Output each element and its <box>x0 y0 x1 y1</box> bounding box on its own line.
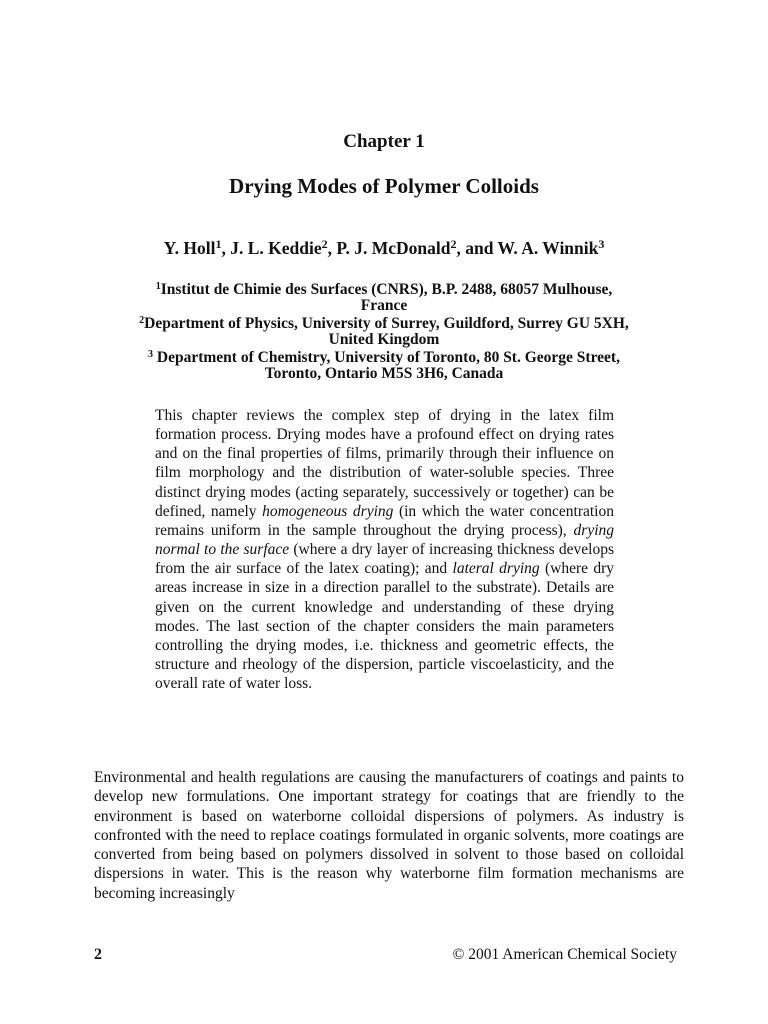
affiliation-mark: 2 <box>139 315 145 326</box>
author-name: W. A. Winnik <box>497 238 599 258</box>
abstract-emphasis: homogeneous drying <box>262 502 394 520</box>
body-paragraph: Environmental and health regulations are causing the manufacturers of coatings and paints to develop new formulations. One important strategy for coatings that are friendly to the environment is based on waterborne colloidal dispersions of polymers. As industry is confronted with the need to replace coatings formulated in organic solvents, more coatings are converted from being based on polymers dissolved in solvent to those based on colloidal dispersions in water. This is the reason why waterborne film formation mechanisms are becoming increasingly <box>94 769 684 902</box>
abstract-text: (where a dry layer of increasing thickness develops from the air surface of the latex coating); and <box>155 541 615 578</box>
affiliation-line: United Kingdom <box>328 330 440 348</box>
affiliation-mark: 1 <box>155 281 161 292</box>
affiliation-line <box>60 347 708 366</box>
author-affiliation-mark: 2 <box>450 237 457 251</box>
affiliation-line <box>60 279 708 298</box>
author-separator: , <box>327 238 337 258</box>
abstract-text: (where dry areas increase in size in a direction parallel to the substrate). Details are given on the current knowledge and understanding of these drying modes. The last section of the chapter considers the main parameters controlling the drying modes, i.e. thickness and geometric effects, the structure and rheology of the dispersion, particle viscoelasticity, and the overall rate of water loss. <box>155 560 614 693</box>
author-affiliation-mark: 1 <box>215 237 222 251</box>
author-separator: , <box>221 238 231 258</box>
author-affiliation-mark: 3 <box>598 237 605 251</box>
abstract-text: (in which the water concentration remains uniform in the sample throughout the drying process), <box>155 502 614 539</box>
affiliation-text: Department of Physics, University of Surrey, Guildford, Surrey GU 5XH, <box>144 315 629 332</box>
author-affiliation-mark: 2 <box>321 237 328 251</box>
author-name: J. L. Keddie <box>230 238 322 258</box>
author-separator: , and <box>456 238 498 258</box>
affiliation-text: Institut de Chimie des Surfaces (CNRS), B.P. 2488, 68057 Mulhouse, <box>160 281 613 298</box>
affiliation-line: France <box>360 296 408 314</box>
affiliation-text: Department of Chemistry, University of Toronto, 80 St. George Street, <box>153 349 620 366</box>
abstract-emphasis: lateral drying <box>452 560 540 578</box>
affiliation-line: Toronto, Ontario M5S 3H6, Canada <box>264 364 504 382</box>
abstract-text: This chapter reviews the complex step of drying in the latex film formation process. Drying modes have a profound effect on drying rates and on the final properties of films, primarily through their influence on film morphology and the distribution of water-soluble species. Three distinct drying modes (acting separately, successively or together) can be defined, namely <box>155 407 614 520</box>
abstract <box>155 406 614 693</box>
chapter-label: Chapter 1 <box>343 131 425 152</box>
affiliation-list <box>60 279 708 381</box>
copyright-notice: © 2001 American Chemical Society <box>452 946 677 963</box>
abstract-emphasis: drying normal to the surface <box>155 521 614 559</box>
author-list <box>0 237 768 259</box>
affiliation-line <box>60 313 708 332</box>
author-name: Y. Holl <box>163 238 216 258</box>
author-name: P. J. McDonald <box>336 238 451 258</box>
chapter-title: Drying Modes of Polymer Colloids <box>229 174 539 198</box>
page-number: 2 <box>94 946 102 963</box>
affiliation-mark: 3 <box>148 349 154 360</box>
